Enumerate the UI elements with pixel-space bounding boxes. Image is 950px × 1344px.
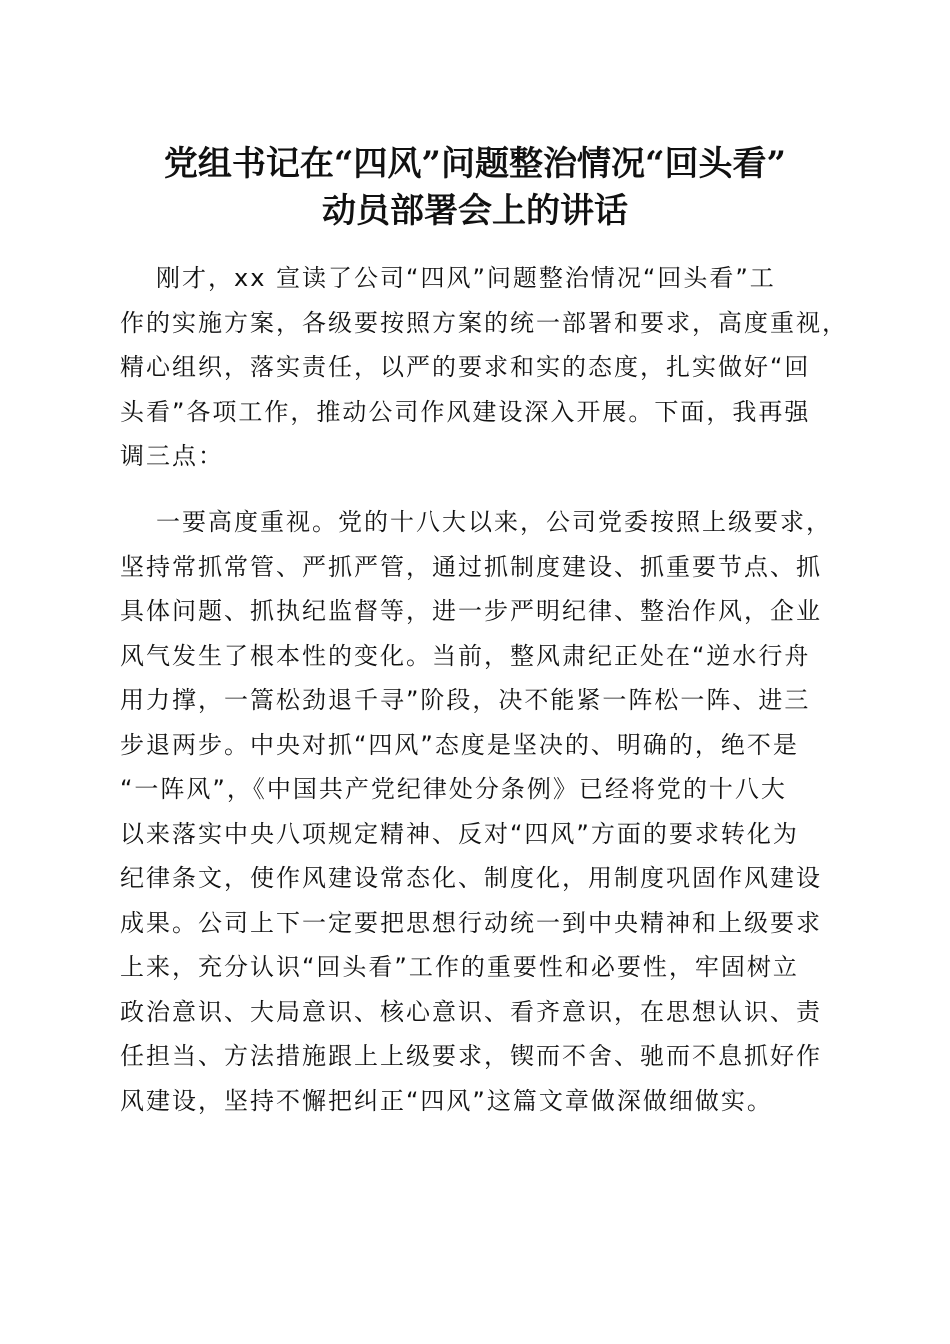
paragraph-2-line: 以来落实中央八项规定精神、反对“四风”方面的要求转化为 [120,819,799,848]
paragraph-2-line: 风建设，坚持不懈把纠正“四风”这篇文章做深做细做实。 [120,1086,773,1115]
paragraph-1-line: 调三点： [120,442,224,470]
paragraph-2-line: 具体问题、抓执纪监督等，进一步严明纪律、整治作风，企业 [120,597,822,625]
paragraph-2-line: “一阵风”，《中国共产党纪律处分条例》已经将党的十八大 [120,775,787,803]
paragraph-2-line: 纪律条文，使作风建设常态化、制度化，用制度巩固作风建设 [120,864,822,892]
paragraph-2-line: 任担当、方法措施跟上上级要求，锲而不舍、驰而不息抓好作 [120,1042,822,1070]
document-title-line-1: 党组书记在“四风”问题整治情况“回头看” [163,144,787,184]
paragraph-2-line: 用力撑，一篙松劲退千寻”阶段，决不能紧一阵松一阵、进三 [120,686,811,714]
paragraph-2-line: 政治意识、大局意识、核心意识、看齐意识，在思想认识、责 [120,997,822,1026]
paragraph-1-line: 作的实施方案，各级要按照方案的统一部署和要求，高度重视， [120,308,848,337]
paragraph-1 [120,256,848,479]
document-title-line-2: 动员部署会上的讲话 [322,191,628,231]
paragraph-2-line: 步退两步。中央对抓“四风”态度是坚决的、明确的，绝不是 [120,730,799,759]
paragraph-2-line: 坚持常抓常管、严抓严管，通过抓制度建设、抓重要节点、抓 [120,552,822,581]
paragraph-1-line: 精心组织，落实责任，以严的要求和实的态度，扎实做好“回 [120,353,811,381]
paragraph-1-line: 头看”各项工作，推动公司作风建设深入开展。下面，我再强 [120,397,811,426]
paragraph-2-line: 一要高度重视。党的十八大以来，公司党委按照上级要求， [156,508,832,536]
paragraph-2-line: 成果。公司上下一定要把思想行动统一到中央精神和上级要求 [120,908,822,937]
paragraph-2-line: 风气发生了根本性的变化。当前，整风肃纪正处在“逆水行舟 [120,641,811,670]
paragraph-2-line: 上来，充分认识“回头看”工作的重要性和必要性，牢固树立 [120,953,799,981]
paragraph-2 [120,500,840,1123]
paragraph-1-line: 刚才，xx 宣读了公司“四风”问题整治情况“回头看”工 [156,264,776,292]
